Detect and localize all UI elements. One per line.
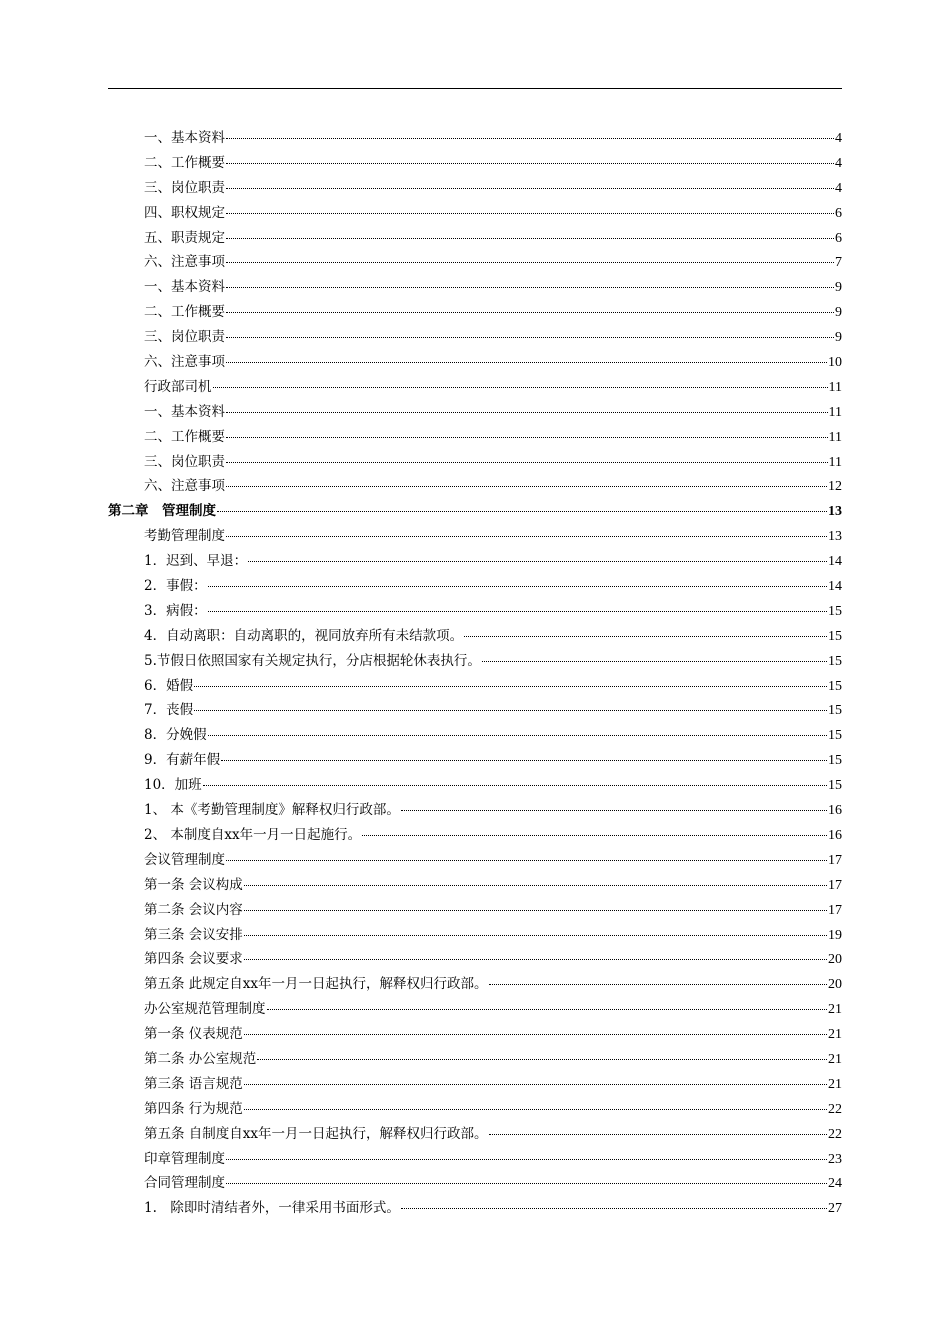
toc-entry[interactable]	[108, 474, 842, 499]
toc-entry[interactable]	[108, 275, 842, 300]
toc-dot-leader	[226, 238, 834, 239]
toc-dot-leader	[226, 1183, 827, 1184]
toc-entry-title: 7．丧假	[144, 702, 194, 719]
toc-page-number: 9	[835, 280, 842, 296]
toc-dot-leader	[226, 462, 828, 463]
toc-page-number: 15	[828, 728, 842, 744]
toc-entry[interactable]	[108, 649, 842, 674]
toc-page-number: 15	[828, 603, 842, 619]
toc-page-number: 15	[828, 703, 842, 719]
toc-entry-title: 6．婚假	[144, 677, 194, 694]
toc-page-number: 4	[835, 180, 842, 196]
toc-page-number: 13	[828, 529, 842, 545]
toc-page-number: 20	[828, 952, 842, 968]
toc-entry[interactable]	[108, 126, 842, 151]
toc-dot-leader	[213, 387, 828, 388]
toc-entry-title: 2、 本制度自xx年一月一日起施行。	[144, 826, 362, 843]
toc-entry[interactable]	[108, 201, 842, 226]
toc-entry[interactable]	[108, 972, 842, 997]
toc-entry-title: 1. 除即时清结者外，一律采用书面形式。	[144, 1200, 400, 1217]
toc-entry-title: 二、工作概要	[144, 428, 225, 445]
toc-entry[interactable]	[108, 773, 842, 798]
toc-entry-title: 二、工作概要	[144, 154, 225, 171]
toc-dot-leader	[489, 984, 827, 985]
toc-page-number: 6	[835, 230, 842, 246]
toc-page-number: 4	[835, 131, 842, 146]
toc-entry[interactable]	[108, 873, 842, 898]
toc-dot-leader	[221, 760, 827, 761]
toc-page-number: 17	[828, 902, 842, 918]
toc-entry-title: 三、岗位职责	[144, 329, 225, 346]
toc-entry[interactable]	[108, 1196, 842, 1221]
toc-dot-leader	[226, 337, 834, 338]
toc-entry-title: 2．事假：	[144, 578, 207, 595]
toc-dot-leader	[244, 910, 827, 911]
toc-entry-title: 第一条 仪表规范	[144, 1026, 243, 1043]
toc-entry[interactable]	[108, 823, 842, 848]
toc-dot-leader	[208, 735, 827, 736]
toc-dot-leader	[464, 636, 827, 637]
toc-entry[interactable]	[108, 674, 842, 699]
toc-entry[interactable]	[108, 1171, 842, 1196]
toc-page-number: 19	[828, 927, 842, 943]
toc-entry-title: 第五条 此规定自xx年一月一日起执行，解释权归行政部。	[144, 976, 488, 993]
toc-dot-leader	[226, 437, 828, 438]
toc-entry-title: 合同管理制度	[144, 1175, 225, 1192]
toc-entry-title: 3．病假：	[144, 602, 207, 619]
toc-entry[interactable]	[108, 997, 842, 1022]
toc-entry-title: 5.节假日依照国家有关规定执行，分店根据轮休表执行。	[144, 652, 481, 669]
toc-page-number: 9	[835, 330, 842, 346]
toc-entry[interactable]	[108, 350, 842, 375]
toc-entry[interactable]	[108, 1097, 842, 1122]
toc-page-number: 11	[828, 429, 842, 445]
toc-entry-title: 第一条 会议构成	[144, 876, 243, 893]
toc-page-number: 16	[828, 827, 842, 843]
toc-dot-leader	[226, 287, 834, 288]
toc-entry-title: 印章管理制度	[144, 1150, 225, 1167]
toc-page-number: 12	[828, 479, 842, 495]
toc-entry-title: 六、注意事项	[144, 354, 225, 371]
toc-dot-leader	[244, 1084, 827, 1085]
toc-entry-title: 第三条 语言规范	[144, 1075, 243, 1092]
toc-page-number: 9	[835, 305, 842, 321]
toc-page-number: 17	[828, 852, 842, 868]
toc-entry[interactable]	[108, 848, 842, 873]
toc-dot-leader	[248, 561, 827, 562]
toc-dot-leader	[244, 959, 827, 960]
toc-page-number: 21	[828, 1051, 842, 1067]
toc-entry[interactable]	[108, 375, 842, 400]
toc-entry-title: 第四条 会议要求	[144, 951, 243, 968]
toc-entry-title: 8．分娩假	[144, 727, 207, 744]
toc-entry[interactable]	[108, 176, 842, 201]
toc-dot-leader	[257, 1059, 827, 1060]
toc-entry[interactable]	[108, 300, 842, 325]
toc-page-number: 27	[828, 1201, 842, 1217]
toc-dot-leader	[226, 163, 834, 164]
toc-chapter-entry[interactable]	[108, 499, 842, 524]
toc-page-number: 15	[828, 753, 842, 769]
toc-entry[interactable]	[108, 524, 842, 549]
toc-dot-leader	[401, 1208, 827, 1209]
toc-page-number: 21	[828, 1076, 842, 1092]
toc-entry-title: 1．迟到、早退：	[144, 553, 248, 570]
toc-entry-title: 一、基本资料	[144, 130, 225, 146]
toc-dot-leader	[208, 586, 827, 587]
toc-entry-title: 第三条 会议安排	[144, 926, 243, 943]
toc-page-number: 20	[828, 977, 842, 993]
toc-entry-title: 四、职权规定	[144, 204, 225, 221]
toc-dot-leader	[267, 1009, 828, 1010]
toc-entry[interactable]	[108, 723, 842, 748]
toc-dot-leader	[194, 710, 827, 711]
toc-entry[interactable]	[108, 325, 842, 350]
toc-dot-leader	[244, 1034, 827, 1035]
toc-dot-leader	[226, 412, 828, 413]
toc-dot-leader	[208, 611, 827, 612]
toc-page-number: 11	[828, 404, 842, 420]
toc-dot-leader	[226, 138, 834, 139]
toc-page-number: 15	[828, 778, 842, 794]
toc-entry-title: 五、职责规定	[144, 229, 225, 246]
toc-page-number: 21	[828, 1002, 842, 1018]
toc-dot-leader	[217, 511, 827, 512]
toc-entry[interactable]	[108, 400, 842, 425]
toc-page-number: 10	[828, 355, 842, 371]
toc-entry-title: 二、工作概要	[144, 304, 225, 321]
toc-dot-leader	[226, 362, 827, 363]
toc-entry[interactable]	[108, 599, 842, 624]
toc-page-number: 15	[828, 653, 842, 669]
toc-entry[interactable]	[108, 549, 842, 574]
toc-entry-title: 第二条 会议内容	[144, 901, 243, 918]
toc-entry[interactable]	[108, 923, 842, 948]
toc-entry-title: 三、岗位职责	[144, 453, 225, 470]
toc-entry-title: 三、岗位职责	[144, 179, 225, 196]
toc-page-number: 16	[828, 803, 842, 819]
toc-entry-title: 一、基本资料	[144, 279, 225, 296]
toc-dot-leader	[226, 213, 834, 214]
toc-page-number: 24	[828, 1176, 842, 1192]
toc-entry[interactable]	[108, 947, 842, 972]
toc-page-number: 13	[828, 504, 842, 520]
toc-entry[interactable]	[108, 226, 842, 251]
toc-entry[interactable]	[108, 748, 842, 773]
toc-dot-leader	[194, 686, 827, 687]
toc-dot-leader	[226, 312, 834, 313]
toc-entry[interactable]	[108, 898, 842, 923]
toc-page-number: 4	[835, 155, 842, 171]
toc-entry[interactable]	[108, 1022, 842, 1047]
toc-dot-leader	[489, 1134, 827, 1135]
toc-entry-title: 9．有薪年假	[144, 752, 221, 769]
toc-dot-leader	[362, 835, 827, 836]
toc-page-number: 11	[828, 379, 842, 395]
toc-page-number: 22	[828, 1126, 842, 1142]
toc-dot-leader	[401, 810, 827, 811]
toc-entry-title: 4．自动离职：自动离职的，视同放弃所有未结款项。	[144, 627, 464, 644]
toc-page-number: 14	[828, 579, 842, 595]
toc-entry-title: 第四条 行为规范	[144, 1100, 243, 1117]
toc-dot-leader	[226, 486, 827, 487]
toc-entry[interactable]	[108, 151, 842, 176]
toc-page-number: 14	[828, 554, 842, 570]
toc-entry-title: 一、基本资料	[144, 403, 225, 420]
toc-entry[interactable]	[108, 1072, 842, 1097]
toc-entry-title: 考勤管理制度	[144, 528, 225, 545]
toc-entry-title: 1、 本《考勤管理制度》解释权归行政部。	[144, 802, 400, 819]
toc-page-number: 17	[828, 877, 842, 893]
toc-page-number: 6	[835, 205, 842, 221]
toc-page-number: 15	[828, 628, 842, 644]
toc-entry-title: 10．加班	[144, 777, 202, 794]
toc-entry-title: 六、注意事项	[144, 478, 225, 495]
toc-entry[interactable]	[108, 1047, 842, 1072]
header-rule	[108, 88, 842, 89]
toc-entry-title: 行政部司机	[144, 378, 212, 395]
toc-page-number: 22	[828, 1101, 842, 1117]
toc-dot-leader	[226, 1159, 827, 1160]
toc-entry[interactable]	[108, 574, 842, 599]
toc-entry-title: 第五条 自制度自xx年一月一日起执行，解释权归行政部。	[144, 1125, 488, 1142]
toc-page-number: 15	[828, 678, 842, 694]
toc-dot-leader	[226, 536, 827, 537]
toc-entry[interactable]	[108, 698, 842, 723]
toc-page-number: 21	[828, 1027, 842, 1043]
toc-dot-leader	[244, 935, 827, 936]
toc-dot-leader	[203, 785, 827, 786]
toc-entry-title: 第二条 办公室规范	[144, 1050, 257, 1067]
toc-entry[interactable]	[108, 450, 842, 475]
toc-entry-title: 六、注意事项	[144, 254, 225, 271]
toc-page-number: 7	[835, 255, 842, 271]
toc-entry-title: 办公室规范管理制度	[144, 1001, 266, 1018]
toc-dot-leader	[226, 860, 827, 861]
toc-dot-leader	[244, 885, 827, 886]
toc-entry[interactable]	[108, 798, 842, 823]
toc-page-number: 11	[828, 454, 842, 470]
toc-dot-leader	[244, 1109, 827, 1110]
toc-dot-leader	[482, 661, 827, 662]
toc-entry[interactable]	[108, 250, 842, 275]
toc-dot-leader	[226, 188, 834, 189]
toc-dot-leader	[226, 262, 834, 263]
toc-entry[interactable]	[108, 624, 842, 649]
toc-entry[interactable]	[108, 425, 842, 450]
toc-entry-title: 会议管理制度	[144, 851, 225, 868]
toc-entry-title: 第二章 管理制度	[108, 503, 216, 520]
toc-page-number: 23	[828, 1151, 842, 1167]
table-of-contents	[108, 126, 842, 1221]
toc-entry[interactable]	[108, 1122, 842, 1147]
toc-entry[interactable]	[108, 1147, 842, 1172]
